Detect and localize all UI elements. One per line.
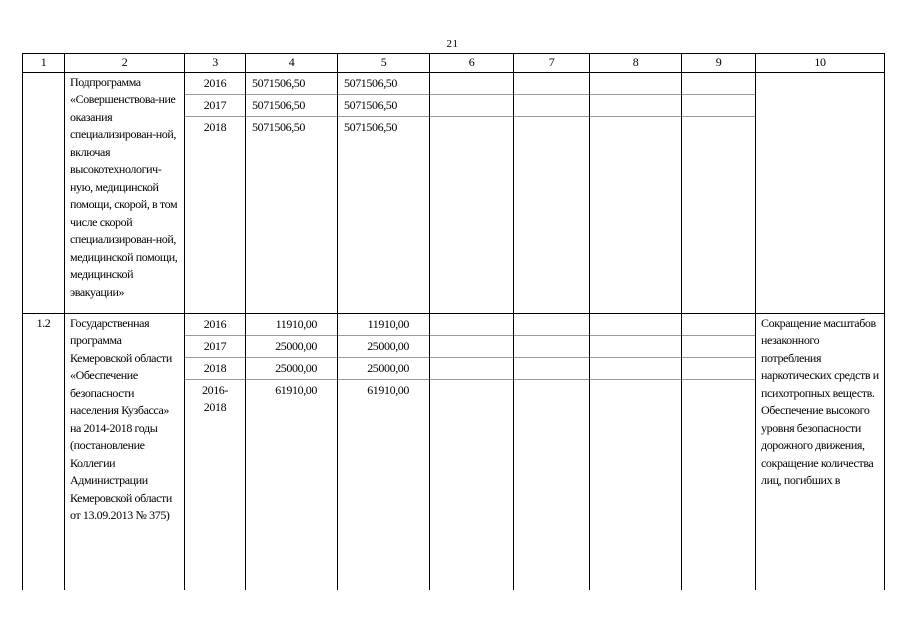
amount: 61910,00 [275,382,317,397]
table-row [23,313,885,590]
header-cell: 7 [514,54,590,73]
empty-subcell [514,95,589,117]
amount: 11910,00 [246,314,337,336]
amount: 25000,00 [246,358,337,380]
empty-subcell [514,73,589,95]
year: 2017 [185,95,245,117]
table-header-row [23,54,885,73]
amount: 11910,00 [338,314,429,336]
table-row [23,72,885,313]
empty-subcell [430,336,513,358]
empty-subcell [514,358,589,380]
empty-subcell [682,73,755,95]
col7-cell [514,72,590,313]
year: 2017 [185,336,245,358]
amount: 25000,00 [338,336,429,358]
empty-subcell [430,314,513,336]
result-description [756,72,885,313]
program-name: Подпрограмма «Совершенствова-ние оказания специализирован-ной, включая высокотехнологич-ную, медицинской помощи, скорой, в том числе скорой специализирован-ной, медицинской помощи, медицинской эвакуации» [65,72,185,313]
empty-subcell [682,117,755,138]
empty-subcell [590,95,681,117]
amount: 5071506,50 [338,95,429,117]
year: 2016-2018 [202,382,228,414]
header-cell: 6 [430,54,514,73]
year: 2018 [203,119,227,134]
empty-subcell [682,336,755,358]
amount: 5071506,50 [252,119,306,134]
empty-subcell [682,314,755,336]
header-cell: 3 [185,54,246,73]
amount: 5071506,50 [246,95,337,117]
empty-subcell [590,336,681,358]
empty-subcell [590,314,681,336]
amount: 5071506,50 [246,73,337,95]
header-cell: 9 [682,54,756,73]
amount: 61910,00 [367,382,409,397]
col6-cell [430,72,514,313]
col8-cell [590,313,682,590]
header-cell: 8 [590,54,682,73]
year: 2016 [185,314,245,336]
empty-subcell [682,358,755,380]
program-name: Государственная программа Кемеровской области «Обеспечение безопасности населения Кузбасса» на 2014-2018 годы (постановление Коллегии Администрации Кемеровской области от 13.09.2013 № 375) [65,313,185,590]
empty-subcell [514,314,589,336]
header-cell: 5 [338,54,430,73]
empty-subcell [590,73,681,95]
amount: 25000,00 [246,336,337,358]
header-cell: 2 [65,54,185,73]
header-cell: 1 [23,54,65,73]
col8-cell [590,72,682,313]
empty-subcell [430,117,513,138]
empty-subcell [430,73,513,95]
col4-cell [246,313,338,590]
empty-subcell [682,95,755,117]
col4-cell [246,72,338,313]
empty-subcell [590,358,681,380]
row-number: 1.2 [23,313,65,590]
row-number [23,72,65,313]
col9-cell [682,313,756,590]
empty-subcell [514,117,589,138]
empty-subcell [514,336,589,358]
col9-cell [682,72,756,313]
page-number: 21 [446,38,459,50]
years-cell [185,313,246,590]
amount: 5071506,50 [338,73,429,95]
year: 2016 [185,73,245,95]
amount: 25000,00 [338,358,429,380]
budget-table [22,53,885,590]
result-description: Сокращение масштабов незаконного потребления наркотических средств и психотропных веществ. Обеспечение высокого уровня безопасности дорожного движения, сокращение количества лиц, погибших в [756,313,885,590]
empty-subcell [430,95,513,117]
col6-cell [430,313,514,590]
empty-subcell [590,117,681,138]
empty-subcell [430,358,513,380]
year: 2018 [185,358,245,380]
header-cell: 10 [756,54,885,73]
col5-cell [338,313,430,590]
amount: 5071506,50 [344,119,398,134]
col5-cell [338,72,430,313]
years-cell [185,72,246,313]
header-cell: 4 [246,54,338,73]
col7-cell [514,313,590,590]
